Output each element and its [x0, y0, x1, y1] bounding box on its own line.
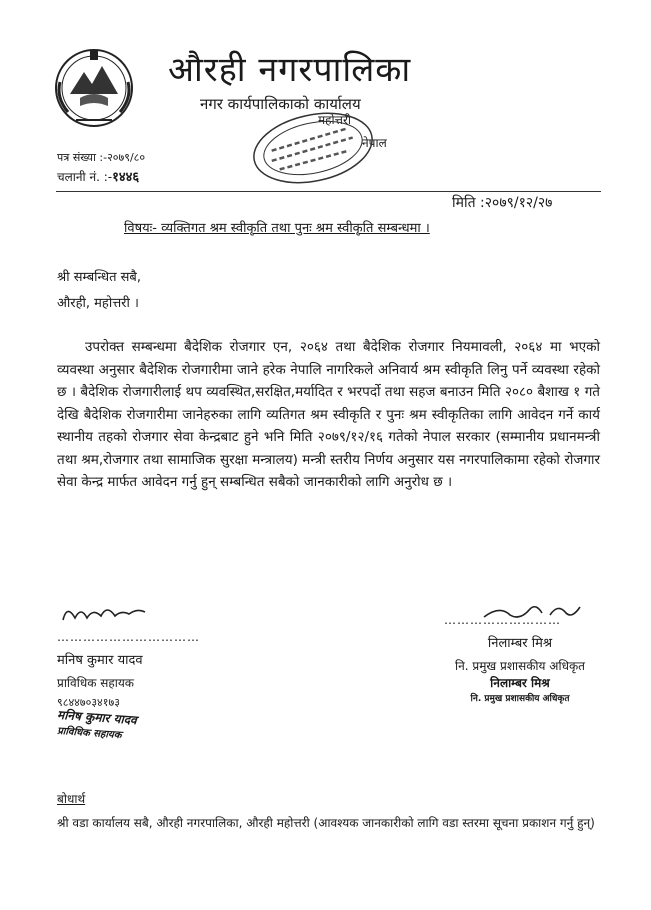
office-seal-stamp	[244, 100, 382, 197]
cc-heading: बोधार्थ	[57, 792, 86, 806]
signatory-name: मनिष कुमार यादव	[57, 653, 143, 668]
header-divider	[56, 191, 601, 192]
signature-right	[480, 601, 590, 625]
signatory-left	[57, 600, 237, 743]
name-stamp: निलाम्बर मिश्र	[490, 676, 550, 690]
signature-line: ………………………	[444, 613, 561, 627]
office-address: महोत्तरी	[318, 113, 351, 127]
signature-line: ……………………………	[57, 630, 200, 644]
signature-area	[420, 605, 620, 627]
signature-left	[57, 600, 157, 626]
recipient-line: औरही, महोत्तरी ।	[57, 296, 139, 311]
dispatch-value: १४४६	[112, 170, 140, 185]
letter-subject: विषयः- व्यक्तिगत श्रम स्वीकृति तथा पुनः श्रम स्वीकृति सम्बन्धमा ।	[124, 221, 430, 236]
dispatch-number	[57, 167, 139, 185]
signatory-phone: ९८४४७०३४१७३	[57, 696, 120, 709]
signatory-designation: नि. प्रमुख प्रशासकीय अधिकृत	[454, 659, 586, 673]
letter-body: उपरोक्त सम्बन्धमा बैदेशिक रोजगार एन, २०६४ तथा बैदेशिक रोजगार नियमावली, २०६४ मा भएको व्यवस्था अनुसार बैदेशिक रोजगारीमा जाने हरेक नेपालि नागरिकले अनिवार्य श्रम स्वीकृति लिनु पर्ने व्यवस्था रहेको छ । बैदेशिक रोजगारीलाई थप व्यवस्थित,सरक्षित,मर्यादित र भरपर्दो तथा सहज बनाउन मिति २०८० बैशाख १ गते देखि बैदेशिक रोजगारीमा जानेहरुका लागि व्यतिगत श्रम स्वीकृति र पुनः श्रम स्वीकृतिका लागि आवेदन गर्ने कार्य स्थानीय तहको रोजगार सेवा केन्द्रबाट हुने भनि मिति २०७९/१२/१६ गतेको नेपाल सरकार (सम्मानीय प्रधानमन्त्री तथा श्रम,रोजगार तथा सामाजिक सुरक्षा मन्त्रालय) मन्त्री स्तरीय निर्णय अनुसार यस नगरपालिकामा रहेको रोजगार सेवा केन्द्र मार्फत आवेदन गर्नु हुन् सम्बन्धित सबैको जानकारीको लागि अनुरोध छ ।	[57, 339, 600, 490]
office-country: नेपाल	[362, 136, 387, 150]
dispatch-label: चलानी नं. :-	[57, 170, 113, 184]
reference-number: पत्र संख्या :-२०७९/८०	[57, 151, 146, 164]
name-stamp: मनिष कुमार यादव	[56, 707, 138, 728]
designation-stamp: नि. प्रमुख प्रशासकीय अधिकृत	[470, 694, 570, 704]
designation-stamp: प्राविधिक सहायक	[56, 725, 122, 742]
office-title: औरही नगरपालिका	[168, 50, 412, 90]
office-subtitle: नगर कार्यपालिकाको कार्यालय	[200, 95, 361, 113]
recipient-block	[57, 265, 141, 317]
signatory-name: निलाम्बर मिश्र	[487, 636, 553, 651]
signatory-right	[420, 605, 620, 704]
cc-text: श्री वडा कार्यालय सबै, औरही नगरपालिका, औरही महोत्तरी (आवश्यक जानकारीको लागि वडा स्तरमा सूचना प्रकाशन गर्नु हुन्)	[57, 816, 595, 830]
letter-date: मिति :२०७९/१२/२७	[452, 195, 553, 211]
municipality-emblem-icon	[50, 42, 138, 130]
recipient-line: श्री सम्बन्धित सबै,	[57, 270, 141, 285]
signatory-designation: प्राविधिक सहायक	[57, 676, 135, 690]
